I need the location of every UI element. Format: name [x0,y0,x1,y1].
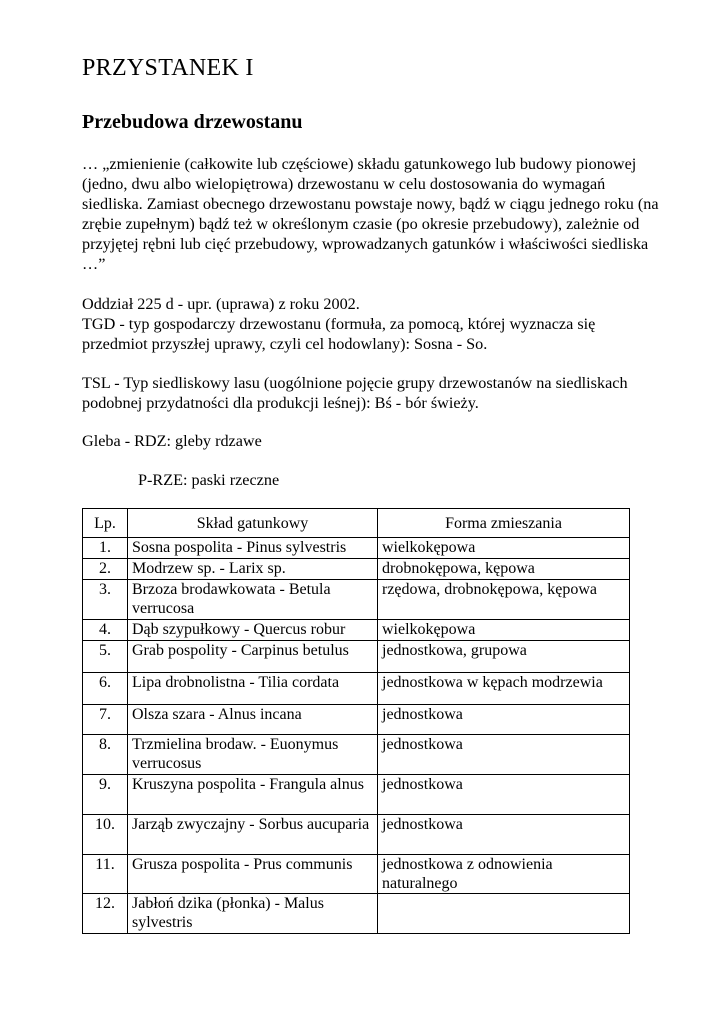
table-row [83,559,630,580]
mixture-form: jednostkowa [378,735,630,775]
mixture-form: jednostkowa [378,705,630,735]
table-row [83,815,630,855]
table-row [83,735,630,775]
header-sklad: Skład gatunkowy [128,509,378,538]
row-number: 11. [83,855,128,894]
row-number: 12. [83,894,128,934]
gleba-line: Gleba - RDZ: gleby rdzawe [82,432,262,450]
header-forma: Forma zmieszania [378,509,630,538]
species-name: Jabłoń dzika (płonka) - Malus sylvestris [128,894,378,934]
table-row [83,775,630,815]
species-name: Grusza pospolita - Prus communis [128,855,378,894]
species-name: Modrzew sp. - Larix sp. [128,559,378,580]
species-name: Sosna pospolita - Pinus sylvestris [128,538,378,559]
table-row [83,705,630,735]
mixture-form: jednostkowa, grupowa [378,641,630,673]
mixture-form: wielkokępowa [378,620,630,641]
mixture-form: jednostkowa [378,815,630,855]
table-row [83,580,630,620]
site-info [82,294,662,354]
row-number: 7. [83,705,128,735]
species-name: Grab pospolity - Carpinus betulus [128,641,378,673]
mixture-form: drobnokępowa, kępowa [378,559,630,580]
row-number: 3. [83,580,128,620]
page-title: PRZYSTANEK I [82,55,254,81]
species-table-body [83,538,630,934]
definition-quote: … „zmienienie (całkowite lub częściowe) składu gatunkowego lub budowy pionowej (jedno, dwu albo wielopiętrowa) drzewostanu w celu dostosowania do wymagań siedliska. Zamiast obecnego drzewostanu powstaje nowy, bądź w ciągu jednego roku (na zrębie zupełnym) bądź też w określonym czasie (po okresie przebudowy), zależnie od przyjętej rębni lub cięć przebudowy, wprowadzanych gatunków i właściwości siedliska …” [82,155,659,273]
table-row [83,538,630,559]
species-name: Olsza szara - Alnus incana [128,705,378,735]
species-name: Jarząb zwyczajny - Sorbus aucuparia [128,815,378,855]
table-row [83,641,630,673]
oddzial-line: Oddział 225 d - upr. (uprawa) z roku 2002. [82,295,360,313]
species-name: Lipa drobnolistna - Tilia cordata [128,673,378,705]
table-row [83,855,630,894]
row-number: 1. [83,538,128,559]
species-table [82,508,630,934]
tgd-line: TGD - typ gospodarczy drzewostanu (formuła, za pomocą, której wyznacza się przedmiot przyszłej uprawy, czyli cel hodowlany): Sosna - So. [82,315,596,353]
row-number: 2. [83,559,128,580]
row-number: 10. [83,815,128,855]
mixture-form: jednostkowa w kępach modrzewia [378,673,630,705]
row-number: 6. [83,673,128,705]
section-title: Przebudowa drzewostanu [82,111,303,133]
row-number: 8. [83,735,128,775]
mixture-form: wielkokępowa [378,538,630,559]
table-row [83,894,630,934]
species-name: Kruszyna pospolita - Frangula alnus [128,775,378,815]
mixture-form: rzędowa, drobnokępowa, kępowa [378,580,630,620]
table-header-row [83,509,630,538]
species-name: Trzmielina brodaw. - Euonymus verrucosus [128,735,378,775]
species-name: Dąb szypułkowy - Quercus robur [128,620,378,641]
mixture-form [378,894,630,934]
prze-line: P-RZE: paski rzeczne [138,471,280,489]
row-number: 4. [83,620,128,641]
row-number: 9. [83,775,128,815]
table-row [83,673,630,705]
mixture-form: jednostkowa z odnowienia naturalnego [378,855,630,894]
table-row [83,620,630,641]
mixture-form: jednostkowa [378,775,630,815]
row-number: 5. [83,641,128,673]
header-lp: Lp. [83,509,128,538]
tsl-line: TSL - Typ siedliskowy lasu (uogólnione pojęcie grupy drzewostanów na siedliskach podobnej przydatności dla produkcji leśnej): Bś - bór świeży. [82,374,628,412]
species-name: Brzoza brodawkowata - Betula verrucosa [128,580,378,620]
